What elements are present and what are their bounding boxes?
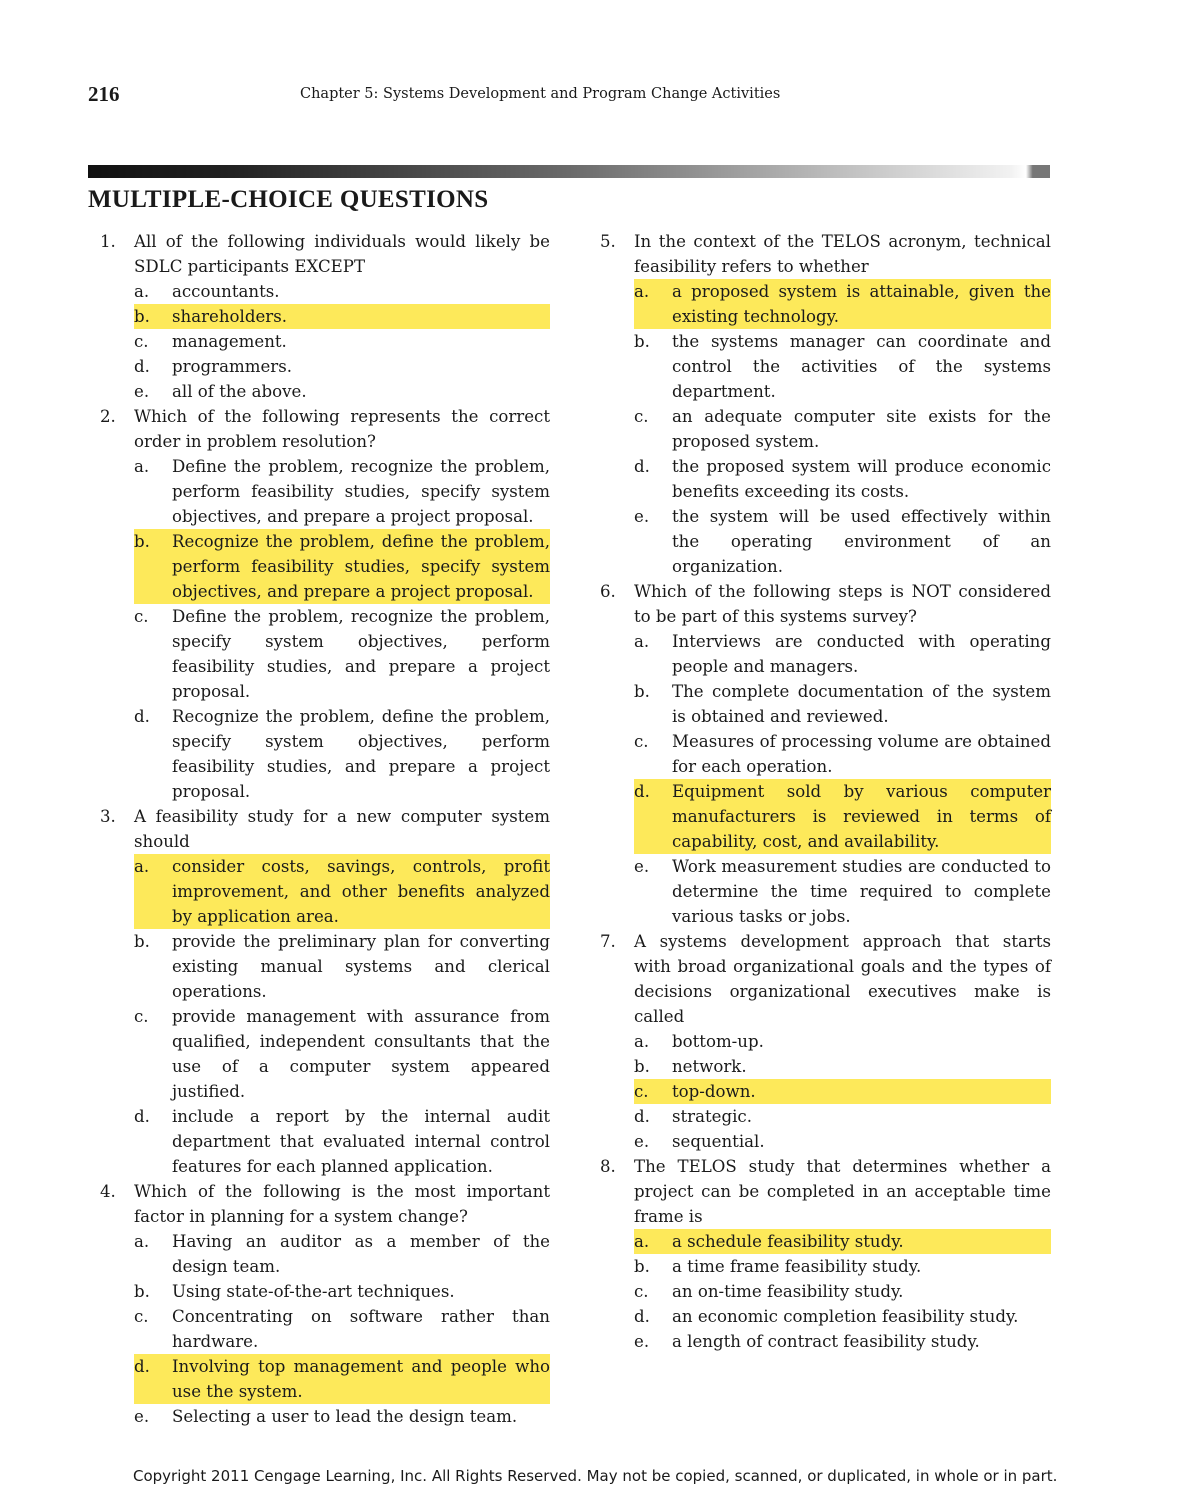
- option-text: the system will be used effectively within the operating environment of an organization.: [672, 507, 1051, 576]
- option-text: top-down.: [672, 1079, 1051, 1104]
- option-letter: e.: [634, 1132, 650, 1151]
- option-text: Work measurement studies are conducted to determine the time required to complete various tasks or jobs.: [672, 857, 1051, 926]
- question-number: 3.: [100, 807, 116, 826]
- question-block: [600, 229, 1051, 579]
- option-letter: c.: [634, 1079, 672, 1104]
- option-letter: b.: [134, 932, 150, 951]
- answer-option: [634, 854, 1051, 929]
- answer-option: [634, 1254, 1051, 1279]
- option-letter: d.: [134, 1107, 150, 1126]
- answer-option: [134, 1229, 550, 1279]
- option-letter: e.: [634, 507, 650, 526]
- option-letter: b.: [634, 682, 650, 701]
- question-text: Which of the following steps is NOT considered to be part of this systems survey?: [634, 582, 1051, 626]
- question-block: [100, 404, 550, 804]
- option-text: a time frame feasibility study.: [672, 1257, 922, 1276]
- option-text: provide the preliminary plan for converting existing manual systems and clerical operations.: [172, 932, 550, 1001]
- question-text: A systems development approach that starts with broad organizational goals and the types of decisions organizational executives make is called: [634, 932, 1051, 1026]
- option-text: Equipment sold by various computer manufacturers is reviewed in terms of capability, cost, and availability.: [672, 779, 1051, 854]
- option-letter: c.: [634, 1282, 649, 1301]
- answer-option-highlighted: [134, 529, 550, 604]
- option-letter: d.: [634, 1107, 650, 1126]
- option-text: network.: [672, 1057, 747, 1076]
- option-text: the systems manager can coordinate and control the activities of the systems department.: [672, 332, 1051, 401]
- question-stem: [600, 929, 1051, 1029]
- answer-option: [134, 1004, 550, 1104]
- option-letter: a.: [634, 279, 672, 329]
- answer-option: [134, 329, 550, 354]
- option-letter: c.: [634, 732, 649, 751]
- option-text: accountants.: [172, 282, 280, 301]
- option-letter: e.: [134, 1407, 150, 1426]
- option-text: a schedule feasibility study.: [672, 1229, 1051, 1254]
- answer-option: [634, 1054, 1051, 1079]
- option-letter: a.: [134, 457, 150, 476]
- option-letter: d.: [634, 779, 672, 854]
- option-text: Recognize the problem, define the problem, perform feasibility studies, specify system objectives, and prepare a project proposal.: [172, 529, 550, 604]
- question-number: 8.: [600, 1157, 616, 1176]
- answer-option-highlighted: [134, 854, 550, 929]
- option-letter: c.: [134, 1307, 149, 1326]
- answer-option: [134, 354, 550, 379]
- option-text: include a report by the internal audit department that evaluated internal control features for each planned application.: [172, 1107, 550, 1176]
- answer-option: [634, 1129, 1051, 1154]
- option-text: Define the problem, recognize the problem, perform feasibility studies, specify system objectives, and prepare a project proposal.: [172, 457, 550, 526]
- option-text: management.: [172, 332, 287, 351]
- answer-option: [634, 1279, 1051, 1304]
- option-letter: d.: [134, 707, 150, 726]
- option-letter: c.: [134, 1007, 149, 1026]
- option-letter: b.: [634, 1257, 650, 1276]
- question-block: [100, 229, 550, 404]
- option-text: Interviews are conducted with operating people and managers.: [672, 632, 1051, 676]
- option-text: consider costs, savings, controls, profit improvement, and other benefits analyzed by application area.: [172, 854, 550, 929]
- question-number: 6.: [600, 582, 616, 601]
- option-text: an on-time feasibility study.: [672, 1282, 904, 1301]
- option-text: bottom-up.: [672, 1032, 764, 1051]
- option-text: Selecting a user to lead the design team.: [172, 1407, 518, 1426]
- question-number: 7.: [600, 932, 616, 951]
- answer-option: [634, 1029, 1051, 1054]
- running-head: Chapter 5: Systems Development and Program Change Activities: [300, 86, 781, 102]
- option-text: an economic completion feasibility study.: [672, 1307, 1019, 1326]
- question-stem: [100, 1179, 550, 1229]
- option-letter: b.: [634, 1057, 650, 1076]
- answer-option: [134, 1279, 550, 1304]
- answer-option: [134, 454, 550, 529]
- section-title: MULTIPLE-CHOICE QUESTIONS: [88, 186, 489, 213]
- question-block: [100, 1179, 550, 1429]
- option-letter: d.: [634, 457, 650, 476]
- option-letter: a.: [134, 282, 150, 301]
- answer-option: [634, 454, 1051, 504]
- option-text: Measures of processing volume are obtained for each operation.: [672, 732, 1051, 776]
- option-text: a proposed system is attainable, given the existing technology.: [672, 279, 1051, 329]
- answer-option: [134, 704, 550, 804]
- option-text: Concentrating on software rather than hardware.: [172, 1307, 550, 1351]
- option-letter: a.: [134, 1232, 150, 1251]
- question-number: 1.: [100, 232, 116, 251]
- page-number: 216: [88, 82, 120, 106]
- option-text: shareholders.: [172, 304, 550, 329]
- answer-option: [134, 1404, 550, 1429]
- answer-option: [634, 1304, 1051, 1329]
- question-stem: [600, 579, 1051, 629]
- answer-option-highlighted: [134, 304, 550, 329]
- right-column: [600, 229, 1051, 1354]
- option-letter: d.: [134, 1354, 172, 1404]
- option-letter: e.: [134, 382, 150, 401]
- option-text: programmers.: [172, 357, 293, 376]
- answer-option-highlighted: [634, 779, 1051, 854]
- answer-option: [634, 679, 1051, 729]
- option-text: an adequate computer site exists for the proposed system.: [672, 407, 1051, 451]
- question-number: 2.: [100, 407, 116, 426]
- option-letter: e.: [634, 1332, 650, 1351]
- question-block: [600, 1154, 1051, 1354]
- option-text: Involving top management and people who use the system.: [172, 1354, 550, 1404]
- option-text: the proposed system will produce economic benefits exceeding its costs.: [672, 457, 1051, 501]
- answer-option: [634, 629, 1051, 679]
- answer-option: [134, 929, 550, 1004]
- option-text: Using state-of-the-art techniques.: [172, 1282, 455, 1301]
- option-text: all of the above.: [172, 382, 307, 401]
- copyright-footer: Copyright 2011 Cengage Learning, Inc. All Rights Reserved. May not be copied, scanned, or duplicated, in whole or in part.: [133, 1467, 1058, 1485]
- question-text: Which of the following represents the correct order in problem resolution?: [134, 407, 550, 451]
- question-stem: [100, 404, 550, 454]
- question-block: [600, 579, 1051, 929]
- answer-option: [134, 1104, 550, 1179]
- section-rule: [88, 165, 1050, 178]
- answer-option-highlighted: [634, 1229, 1051, 1254]
- question-text: In the context of the TELOS acronym, technical feasibility refers to whether: [634, 232, 1051, 276]
- option-text: The complete documentation of the system is obtained and reviewed.: [672, 682, 1051, 726]
- answer-option: [134, 604, 550, 704]
- question-stem: [100, 229, 550, 279]
- option-text: sequential.: [672, 1132, 765, 1151]
- option-letter: c.: [134, 607, 149, 626]
- option-letter: d.: [634, 1307, 650, 1326]
- answer-option: [634, 729, 1051, 779]
- question-number: 5.: [600, 232, 616, 251]
- option-letter: e.: [634, 857, 650, 876]
- option-text: Recognize the problem, define the problem, specify system objectives, perform feasibility studies, and prepare a project proposal.: [172, 707, 550, 801]
- answer-option: [634, 1104, 1051, 1129]
- option-letter: b.: [134, 1282, 150, 1301]
- question-text: All of the following individuals would likely be SDLC participants EXCEPT: [134, 232, 550, 276]
- question-number: 4.: [100, 1182, 116, 1201]
- option-text: a length of contract feasibility study.: [672, 1332, 980, 1351]
- question-stem: [600, 229, 1051, 279]
- question-text: Which of the following is the most important factor in planning for a system change?: [134, 1182, 550, 1226]
- answer-option: [134, 379, 550, 404]
- answer-option: [634, 504, 1051, 579]
- option-letter: a.: [634, 632, 650, 651]
- question-text: The TELOS study that determines whether a project can be completed in an acceptable time frame is: [634, 1157, 1051, 1226]
- option-letter: a.: [634, 1032, 650, 1051]
- answer-option: [634, 404, 1051, 454]
- option-letter: c.: [134, 332, 149, 351]
- answer-option: [134, 279, 550, 304]
- option-text: Define the problem, recognize the problem, specify system objectives, perform feasibility studies, and prepare a project proposal.: [172, 607, 550, 701]
- option-letter: a.: [634, 1229, 672, 1254]
- answer-option: [634, 1329, 1051, 1354]
- question-block: [100, 804, 550, 1179]
- answer-option-highlighted: [634, 279, 1051, 329]
- option-text: provide management with assurance from qualified, independent consultants that the use of a computer system appeared justified.: [172, 1007, 550, 1101]
- answer-option: [634, 329, 1051, 404]
- answer-option-highlighted: [634, 1079, 1051, 1104]
- option-text: strategic.: [672, 1107, 752, 1126]
- answer-option: [134, 1304, 550, 1354]
- option-letter: d.: [134, 357, 150, 376]
- left-column: [100, 229, 550, 1429]
- option-letter: a.: [134, 854, 172, 929]
- option-letter: b.: [134, 304, 172, 329]
- question-text: A feasibility study for a new computer system should: [134, 807, 550, 851]
- option-letter: c.: [634, 407, 649, 426]
- option-text: Having an auditor as a member of the design team.: [172, 1232, 550, 1276]
- question-block: [600, 929, 1051, 1154]
- option-letter: b.: [134, 529, 172, 604]
- question-stem: [600, 1154, 1051, 1229]
- question-stem: [100, 804, 550, 854]
- option-letter: b.: [634, 332, 650, 351]
- answer-option-highlighted: [134, 1354, 550, 1404]
